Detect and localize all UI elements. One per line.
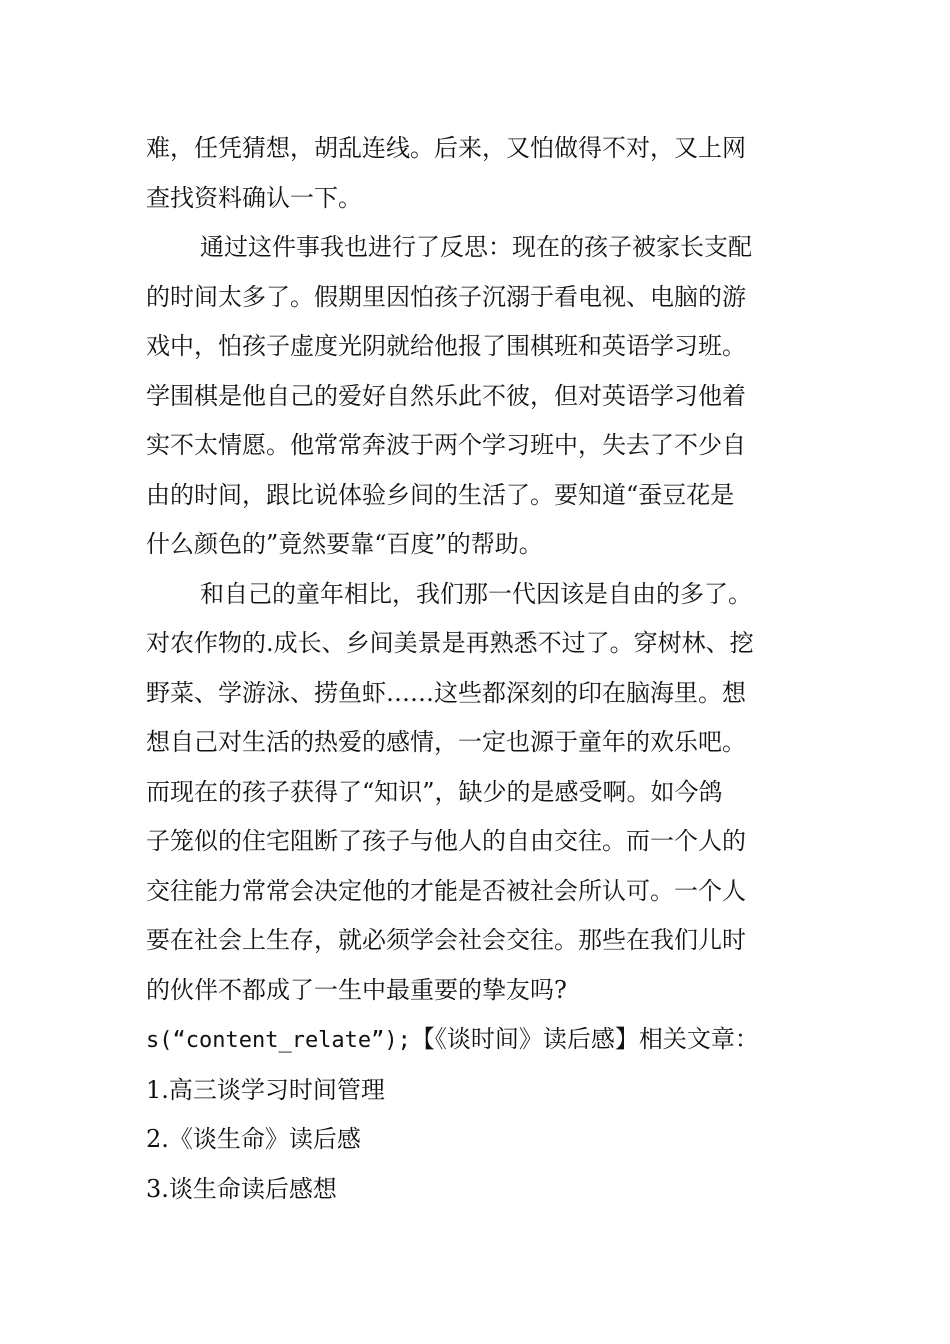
text-line: 要在社会上生存，就必须学会社会交往。那些在我们儿时 [146, 926, 746, 954]
text-line: 学围棋是他自己的爱好自然乐此不彼，但对英语学习他着 [146, 381, 746, 410]
text-line: 和自己的童年相比，我们那一代因该是自由的多了。 [200, 579, 752, 608]
text-line: 实不太情愿。他常常奔波于两个学习班中，失去了不少自 [146, 431, 746, 459]
text-line: 什么颜色的”竟然要靠“百度”的帮助。 [146, 530, 543, 558]
related-link-2[interactable]: 2.《谈生命》读后感 [146, 1125, 361, 1153]
text-line: 通过这件事我也进行了反思：现在的孩子被家长支配 [200, 233, 752, 261]
document-page [146, 124, 806, 1214]
text-line: 戏中，怕孩子虚度光阴就给他报了围棋班和英语学习班。 [146, 332, 746, 360]
related-link-3[interactable]: 3.谈生命读后感想 [146, 1174, 337, 1203]
text-line: 子笼似的住宅阻断了孩子与他人的自由交往。而一个人的 [146, 827, 746, 855]
text-line: 难，任凭猜想，胡乱连线。后来，又怕做得不对，又上网 [146, 134, 746, 162]
paragraph-continuation [146, 124, 806, 223]
script-prefix: s(“content_relate”); [146, 1028, 411, 1053]
paragraph-reflection [146, 223, 806, 570]
text-line: 交往能力常常会决定他的才能是否被社会所认可。一个人 [146, 876, 746, 905]
text-line: 的时间太多了。假期里因怕孩子沉溺于看电视、电脑的游 [146, 282, 746, 311]
text-line: 对农作物的.成长、乡间美景是再熟悉不过了。穿树林、挖 [146, 629, 754, 657]
text-line: 由的时间，跟比说体验乡间的生活了。要知道“蚕豆花是 [146, 480, 735, 509]
related-title: 【《谈时间》读后感】相关文章： [410, 1025, 759, 1053]
paragraph-childhood [146, 570, 806, 1016]
text-line: 而现在的孩子获得了“知识”，缺少的是感受啊。如今鸽 [146, 777, 723, 806]
text-line: 野菜、学游泳、捞鱼虾……这些都深刻的印在脑海里。想 [146, 678, 746, 707]
text-line: 想自己对生活的热爱的感情，一定也源于童年的欢乐吧。 [146, 728, 746, 756]
text-line: 查找资料确认一下。 [146, 183, 362, 212]
related-link-1[interactable]: 1.高三谈学习时间管理 [146, 1075, 385, 1104]
related-heading [146, 1015, 806, 1066]
text-line: 的伙伴不都成了一生中最重要的挚友吗? [146, 975, 567, 1004]
